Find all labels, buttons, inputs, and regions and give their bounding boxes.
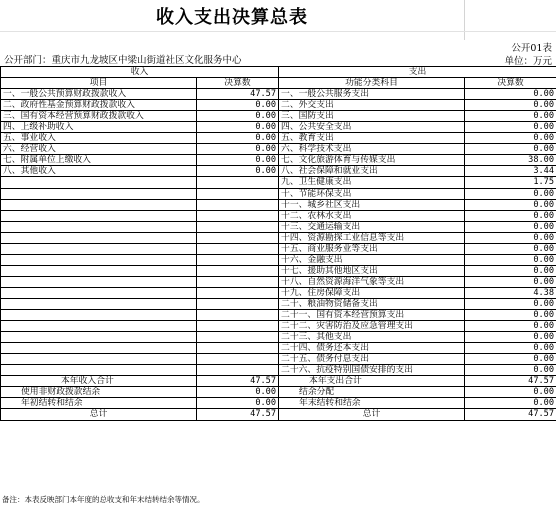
expense-item: 七、文化旅游体育与传媒支出	[279, 155, 465, 166]
income-item	[1, 188, 197, 199]
table-row	[1, 276, 556, 287]
table-row	[1, 365, 556, 376]
table-row	[1, 100, 556, 111]
table-row	[1, 144, 556, 155]
expense-item: 十三、交通运输支出	[279, 221, 465, 232]
expense-value: 0.00	[465, 365, 556, 376]
expense-value: 0.00	[465, 111, 556, 122]
income-value	[197, 243, 279, 254]
income-value: 0.00	[197, 144, 279, 155]
table-row	[1, 199, 556, 210]
expense-value: 0.00	[465, 265, 556, 276]
table-row	[1, 188, 556, 199]
expense-value: 0.00	[465, 332, 556, 343]
table-row	[1, 332, 556, 343]
expense-value: 0.00	[465, 89, 556, 100]
expense-item: 十七、援助其他地区支出	[279, 265, 465, 276]
expense-value: 0.00	[465, 133, 556, 144]
income-item	[1, 321, 197, 332]
grand-total-right-label: 总计	[279, 409, 465, 420]
expense-total-label: 本年支出合计	[279, 376, 465, 387]
grand-total-left-value: 47.57	[197, 409, 279, 420]
expense-item: 十、节能环保支出	[279, 188, 465, 199]
expense-item: 二十二、灾害防治及应急管理支出	[279, 321, 465, 332]
income-value	[197, 232, 279, 243]
table-row	[1, 89, 556, 100]
func-item-header: 功能分类科目	[279, 78, 465, 89]
expense-item: 六、科学技术支出	[279, 144, 465, 155]
income-value: 47.57	[197, 89, 279, 100]
end-balance-value: 0.00	[465, 398, 556, 409]
income-value	[197, 265, 279, 276]
income-value	[197, 177, 279, 188]
expense-item: 二十四、债务还本支出	[279, 343, 465, 354]
expense-value: 1.75	[465, 177, 556, 188]
income-value: 0.00	[197, 100, 279, 111]
income-item: 八、其他收入	[1, 166, 197, 177]
expense-value: 0.00	[465, 100, 556, 111]
income-item	[1, 354, 197, 365]
expense-value: 0.00	[465, 298, 556, 309]
income-item	[1, 332, 197, 343]
expense-total-value: 47.57	[465, 376, 556, 387]
income-item: 二、政府性基金预算财政拨款收入	[1, 100, 197, 111]
expense-item: 二、外交支出	[279, 100, 465, 111]
non-fiscal-balance-label: 使用非财政拨款结余	[1, 387, 197, 398]
income-total-label: 本年收入合计	[1, 376, 197, 387]
income-value	[197, 210, 279, 221]
income-value	[197, 354, 279, 365]
income-total-value: 47.57	[197, 376, 279, 387]
income-value	[197, 276, 279, 287]
income-item	[1, 232, 197, 243]
income-item	[1, 210, 197, 221]
income-item	[1, 221, 197, 232]
begin-balance-label: 年初结转和结余	[1, 398, 197, 409]
income-value	[197, 310, 279, 321]
expense-item: 十九、住房保障支出	[279, 287, 465, 298]
expense-value: 0.00	[465, 243, 556, 254]
table-row	[1, 133, 556, 144]
table-totals	[1, 376, 556, 420]
table-row	[1, 221, 556, 232]
table-row	[1, 265, 556, 276]
grand-total-left-label: 总计	[1, 409, 197, 420]
footnote: 备注：本表反映部门本年度的总收支和年末结转结余等情况。	[2, 495, 205, 504]
expense-value: 0.00	[465, 321, 556, 332]
final-amount-header: 决算数	[197, 78, 279, 89]
expense-item: 十五、商业服务业等支出	[279, 243, 465, 254]
expense-item: 二十六、抗疫特别国债安排的支出	[279, 365, 465, 376]
table-row	[1, 376, 556, 387]
expense-value: 0.00	[465, 188, 556, 199]
expense-value: 4.38	[465, 287, 556, 298]
title-row	[0, 0, 556, 32]
table-row	[1, 155, 556, 166]
table-row	[1, 343, 556, 354]
table-row	[1, 254, 556, 265]
page-title: 收入支出决算总表	[156, 7, 308, 28]
item-header: 项目	[1, 78, 197, 89]
begin-balance-value: 0.00	[197, 398, 279, 409]
expense-item: 五、教育支出	[279, 133, 465, 144]
expense-item: 十四、资源勘探工业信息等支出	[279, 232, 465, 243]
grand-total-right-value: 47.57	[465, 409, 556, 420]
expense-item: 二十一、国有资本经营预算支出	[279, 310, 465, 321]
expense-item: 十一、城乡社区支出	[279, 199, 465, 210]
expense-item: 十六、金融支出	[279, 254, 465, 265]
table-row	[1, 122, 556, 133]
expense-value: 0.00	[465, 144, 556, 155]
income-item	[1, 177, 197, 188]
income-value: 0.00	[197, 166, 279, 177]
table-row	[1, 166, 556, 177]
income-value	[197, 188, 279, 199]
non-fiscal-balance-value: 0.00	[197, 387, 279, 398]
end-balance-label: 年末结转和结余	[279, 398, 465, 409]
income-header: 收入	[1, 67, 279, 78]
income-item	[1, 276, 197, 287]
expense-item: 二十三、其他支出	[279, 332, 465, 343]
income-value	[197, 199, 279, 210]
table-row	[1, 243, 556, 254]
expense-item: 三、国防支出	[279, 111, 465, 122]
income-item	[1, 199, 197, 210]
income-value	[197, 321, 279, 332]
table-body	[1, 89, 556, 376]
expense-header: 支出	[279, 67, 556, 78]
table-row	[1, 321, 556, 332]
expense-value: 0.00	[465, 232, 556, 243]
expense-item: 一、一般公共服务支出	[279, 89, 465, 100]
income-item	[1, 343, 197, 354]
table-row	[1, 298, 556, 309]
income-item	[1, 243, 197, 254]
table-row	[1, 354, 556, 365]
income-value	[197, 365, 279, 376]
income-item: 五、事业收入	[1, 133, 197, 144]
expense-value: 0.00	[465, 210, 556, 221]
income-item	[1, 287, 197, 298]
income-value	[197, 332, 279, 343]
unit-label: 单位：万元	[504, 56, 552, 67]
surplus-dist-label: 结余分配	[279, 387, 465, 398]
table-row	[1, 387, 556, 398]
expense-value: 38.00	[465, 155, 556, 166]
surplus-dist-value: 0.00	[465, 387, 556, 398]
table-row	[1, 287, 556, 298]
expense-item: 十八、自然资源海洋气象等支出	[279, 276, 465, 287]
table-row	[1, 177, 556, 188]
income-value	[197, 254, 279, 265]
income-item: 七、附属单位上缴收入	[1, 155, 197, 166]
expense-value: 0.00	[465, 354, 556, 365]
income-value	[197, 287, 279, 298]
expense-item: 四、公共安全支出	[279, 122, 465, 133]
table-row	[1, 409, 556, 420]
budget-table	[0, 66, 556, 421]
department-label: 公开部门：重庆市九龙坡区中梁山街道社区文化服务中心	[4, 55, 242, 66]
final-amount-header: 决算数	[465, 78, 556, 89]
table-row	[1, 210, 556, 221]
income-item: 一、一般公共预算财政拨款收入	[1, 89, 197, 100]
expense-value: 3.44	[465, 166, 556, 177]
income-item: 三、国有资本经营预算财政拨款收入	[1, 111, 197, 122]
expense-item: 十二、农林水支出	[279, 210, 465, 221]
expense-value: 0.00	[465, 199, 556, 210]
expense-item: 九、卫生健康支出	[279, 177, 465, 188]
income-value: 0.00	[197, 155, 279, 166]
income-item	[1, 298, 197, 309]
table-header-row	[1, 67, 556, 78]
income-item	[1, 254, 197, 265]
table-row	[1, 232, 556, 243]
income-item: 六、经营收入	[1, 144, 197, 155]
expense-value: 0.00	[465, 310, 556, 321]
income-value: 0.00	[197, 122, 279, 133]
gridline	[0, 31, 556, 32]
form-number: 公开01表	[511, 43, 552, 54]
expense-value: 0.00	[465, 276, 556, 287]
expense-item: 二十五、债务付息支出	[279, 354, 465, 365]
income-item	[1, 365, 197, 376]
expense-value: 0.00	[465, 122, 556, 133]
income-item: 四、上级补助收入	[1, 122, 197, 133]
income-value: 0.00	[197, 111, 279, 122]
gridline	[464, 0, 465, 40]
table-row	[1, 111, 556, 122]
expense-value: 0.00	[465, 343, 556, 354]
expense-value: 0.00	[465, 254, 556, 265]
table-row	[1, 310, 556, 321]
income-item	[1, 310, 197, 321]
expense-value: 0.00	[465, 221, 556, 232]
income-value: 0.00	[197, 133, 279, 144]
table-header-row	[1, 78, 556, 89]
income-value	[197, 298, 279, 309]
income-item	[1, 265, 197, 276]
expense-item: 八、社会保障和就业支出	[279, 166, 465, 177]
income-value	[197, 221, 279, 232]
expense-item: 二十、粮油物资储备支出	[279, 298, 465, 309]
income-value	[197, 343, 279, 354]
table-row	[1, 398, 556, 409]
